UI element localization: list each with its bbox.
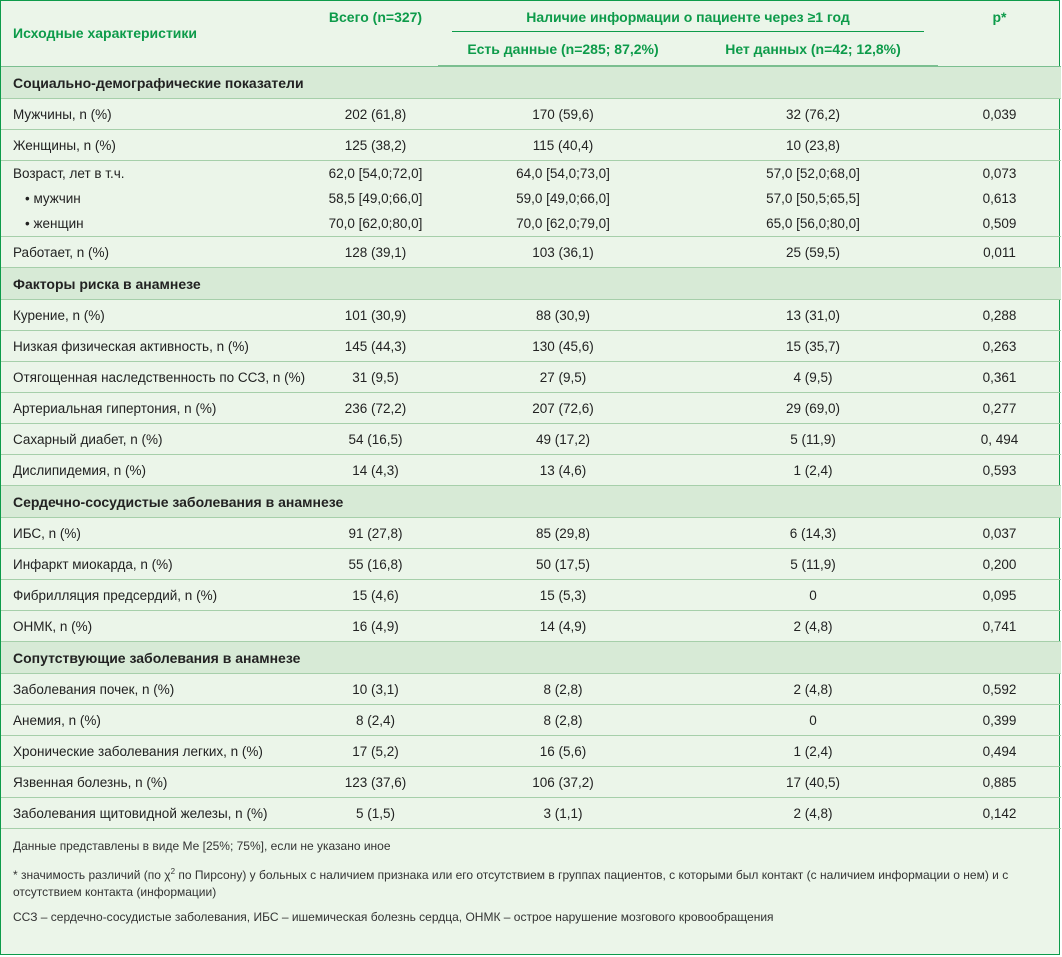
cell-no-data: 15 (35,7) [688, 331, 938, 362]
cell-total: 14 (4,3) [313, 455, 438, 486]
cell-total: 16 (4,9) [313, 611, 438, 642]
cell-total: 62,0 [54,0;72,0] [328, 166, 423, 181]
table-row [1, 130, 1061, 161]
table-row [1, 611, 1061, 642]
cell-no-data: 25 (59,5) [688, 237, 938, 268]
cell-no-data: 1 (2,4) [688, 736, 938, 767]
cell-has-data: 85 (29,8) [438, 518, 688, 549]
table-row [1, 518, 1061, 549]
cell-p-value: 0,361 [938, 362, 1061, 393]
cell-has-data: 8 (2,8) [438, 705, 688, 736]
row-label: Заболевания щитовидной железы, n (%) [1, 798, 313, 829]
table-notes [13, 838, 1053, 934]
cell-no-data: 2 (4,8) [688, 674, 938, 705]
header-characteristics: Исходные характеристики [13, 25, 198, 42]
row-label: Работает, n (%) [1, 237, 313, 268]
cell-no-data: 57,0 [50,5;65,5] [766, 190, 860, 206]
cell-p-value: 0,142 [938, 798, 1061, 829]
table-row [1, 424, 1061, 455]
cell-no-data: 65,0 [56,0;80,0] [688, 210, 938, 237]
section-header [1, 67, 1061, 99]
table-row [1, 798, 1061, 829]
table-row [1, 580, 1061, 611]
cell-no-data: 57,0 [52,0;68,0] [766, 166, 860, 181]
cell-p-value: 0,399 [938, 705, 1061, 736]
cell-p-value: 0,593 [938, 455, 1061, 486]
note-sig-post: по Пирсону) у больных с наличием признака или его отсутствием в группах пациентов, с которыми был контакт (с наличием информации о нем) и с отсутствием контакта (информации) [13, 868, 1009, 899]
cell-no-data: 5 (11,9) [688, 549, 938, 580]
cell-total: 54 (16,5) [313, 424, 438, 455]
cell-total: 8 (2,4) [313, 705, 438, 736]
cell-has-data: 70,0 [62,0;79,0] [438, 210, 688, 237]
row-label: Язвенная болезнь, n (%) [1, 767, 313, 798]
row-label: Заболевания почек, n (%) [1, 674, 313, 705]
cell-no-data: 0 [688, 705, 938, 736]
row-label: Фибрилляция предсердий, n (%) [1, 580, 313, 611]
row-label: Возраст, лет в т.ч. [13, 166, 125, 181]
cell-has-data: 103 (36,1) [438, 237, 688, 268]
cell-p-value: 0,073 [982, 166, 1017, 181]
section-header [1, 486, 1061, 518]
cell-total: 202 (61,8) [313, 99, 438, 130]
cell-p-value: 0,277 [938, 393, 1061, 424]
table-row [1, 549, 1061, 580]
header-no-data: Нет данных (n=42; 12,8%) [688, 33, 938, 66]
row-label: Инфаркт миокарда, n (%) [1, 549, 313, 580]
cell-total: 101 (30,9) [313, 300, 438, 331]
cell-p-value: 0, 494 [938, 424, 1061, 455]
cell-total: 91 (27,8) [313, 518, 438, 549]
cell-no-data: 4 (9,5) [688, 362, 938, 393]
cell-total: 17 (5,2) [313, 736, 438, 767]
cell-has-data: 115 (40,4) [438, 130, 688, 161]
table-row [1, 237, 1061, 268]
row-label: • мужчин [25, 190, 81, 206]
section-title: Социально-демографические показатели [1, 67, 1061, 99]
row-label: Мужчины, n (%) [1, 99, 313, 130]
row-label: Сахарный диабет, n (%) [1, 424, 313, 455]
cell-p-value: 0,741 [938, 611, 1061, 642]
cell-no-data: 5 (11,9) [688, 424, 938, 455]
cell-no-data: 29 (69,0) [688, 393, 938, 424]
cell-has-data: 8 (2,8) [438, 674, 688, 705]
row-label: Артериальная гипертония, n (%) [1, 393, 313, 424]
row-label: Низкая физическая активность, n (%) [1, 331, 313, 362]
row-label: Женщины, n (%) [1, 130, 313, 161]
cell-has-data: 27 (9,5) [438, 362, 688, 393]
row-label: Дислипидемия, n (%) [1, 455, 313, 486]
cell-p-value: 0,613 [982, 190, 1017, 206]
row-label: Отягощенная наследственность по ССЗ, n (%) [1, 362, 313, 393]
cell-p-value: 0,039 [938, 99, 1061, 130]
cell-total: 10 (3,1) [313, 674, 438, 705]
cell-p-value: 0,263 [938, 331, 1061, 362]
cell-p-value: 0,037 [938, 518, 1061, 549]
cell-p-value: 0,011 [938, 237, 1061, 268]
cell-no-data: 1 (2,4) [688, 455, 938, 486]
table-row [1, 362, 1061, 393]
baseline-characteristics-table [1, 1, 1061, 829]
cell-p-value: 0,494 [938, 736, 1061, 767]
cell-no-data: 32 (76,2) [688, 99, 938, 130]
table-row [1, 705, 1061, 736]
table-row [1, 186, 1061, 210]
header-has-data: Есть данные (n=285; 87,2%) [438, 33, 688, 66]
cell-has-data: 88 (30,9) [438, 300, 688, 331]
cell-p-value: 0,509 [938, 210, 1061, 237]
cell-has-data: 59,0 [49,0;66,0] [516, 190, 610, 206]
row-label: Курение, n (%) [1, 300, 313, 331]
cell-has-data: 49 (17,2) [438, 424, 688, 455]
table-row [1, 736, 1061, 767]
cell-no-data: 13 (31,0) [688, 300, 938, 331]
cell-no-data: 2 (4,8) [688, 611, 938, 642]
cell-no-data: 6 (14,3) [688, 518, 938, 549]
cell-p-value: 0,885 [938, 767, 1061, 798]
cell-no-data: 10 (23,8) [688, 130, 938, 161]
section-title: Сердечно-сосудистые заболевания в анамнезе [1, 486, 1061, 518]
cell-p-value: 0,592 [938, 674, 1061, 705]
section-title: Факторы риска в анамнезе [1, 268, 1061, 300]
cell-has-data: 14 (4,9) [438, 611, 688, 642]
row-label: Анемия, n (%) [1, 705, 313, 736]
cell-total: 123 (37,6) [313, 767, 438, 798]
table-row [1, 161, 1061, 187]
note-abbreviations: ССЗ – сердечно-сосудистые заболевания, ИБС – ишемическая болезнь сердца, ОНМК – острое нарушение мозгового кровообращения [13, 910, 774, 924]
cell-total: 5 (1,5) [313, 798, 438, 829]
cell-has-data: 16 (5,6) [438, 736, 688, 767]
cell-total: 31 (9,5) [313, 362, 438, 393]
note-sig-pre: * значимость различий (по χ [13, 868, 171, 882]
cell-has-data: 64,0 [54,0;73,0] [516, 166, 610, 181]
cell-total: 70,0 [62,0;80,0] [313, 210, 438, 237]
cell-p-value: 0,200 [938, 549, 1061, 580]
cell-has-data: 50 (17,5) [438, 549, 688, 580]
section-title: Сопутствующие заболевания в анамнезе [1, 642, 1061, 674]
row-label: ИБС, n (%) [1, 518, 313, 549]
row-label: ОНМК, n (%) [1, 611, 313, 642]
cell-p-value: 0,288 [938, 300, 1061, 331]
table-body [1, 67, 1061, 829]
row-label: Хронические заболевания легких, n (%) [1, 736, 313, 767]
table-row [1, 210, 1061, 237]
cell-total: 15 (4,6) [313, 580, 438, 611]
cell-has-data: 3 (1,1) [438, 798, 688, 829]
table-row [1, 99, 1061, 130]
cell-has-data: 15 (5,3) [438, 580, 688, 611]
cell-no-data: 17 (40,5) [688, 767, 938, 798]
note-sig-sup: 2 [170, 867, 176, 876]
cell-has-data: 207 (72,6) [438, 393, 688, 424]
cell-total: 145 (44,3) [313, 331, 438, 362]
cell-p-value: 0,095 [938, 580, 1061, 611]
cell-no-data: 2 (4,8) [688, 798, 938, 829]
note-significance [13, 863, 1053, 901]
table-row [1, 455, 1061, 486]
cell-no-data: 0 [688, 580, 938, 611]
table-row [1, 674, 1061, 705]
cell-total: 125 (38,2) [313, 130, 438, 161]
row-label: • женщин [1, 210, 313, 237]
table-row [1, 393, 1061, 424]
header-p: p* [992, 9, 1007, 25]
cell-total: 236 (72,2) [313, 393, 438, 424]
cell-total: 55 (16,8) [313, 549, 438, 580]
table-row [1, 300, 1061, 331]
cell-has-data: 106 (37,2) [438, 767, 688, 798]
header-total: Всего (n=327) [328, 9, 423, 25]
header-group [438, 1, 938, 33]
cell-total: 128 (39,1) [313, 237, 438, 268]
cell-total: 58,5 [49,0;66,0] [328, 190, 423, 206]
cell-p-value [938, 130, 1061, 161]
note-format: Данные представлены в виде Ме [25%; 75%], если не указано иное [13, 839, 391, 853]
section-header [1, 268, 1061, 300]
table-row [1, 767, 1061, 798]
cell-has-data: 130 (45,6) [438, 331, 688, 362]
table-row [1, 331, 1061, 362]
section-header [1, 642, 1061, 674]
cell-has-data: 170 (59,6) [438, 99, 688, 130]
cell-has-data: 13 (4,6) [438, 455, 688, 486]
header-group-label: Наличие информации о пациенте через ≥1 год [452, 2, 924, 32]
